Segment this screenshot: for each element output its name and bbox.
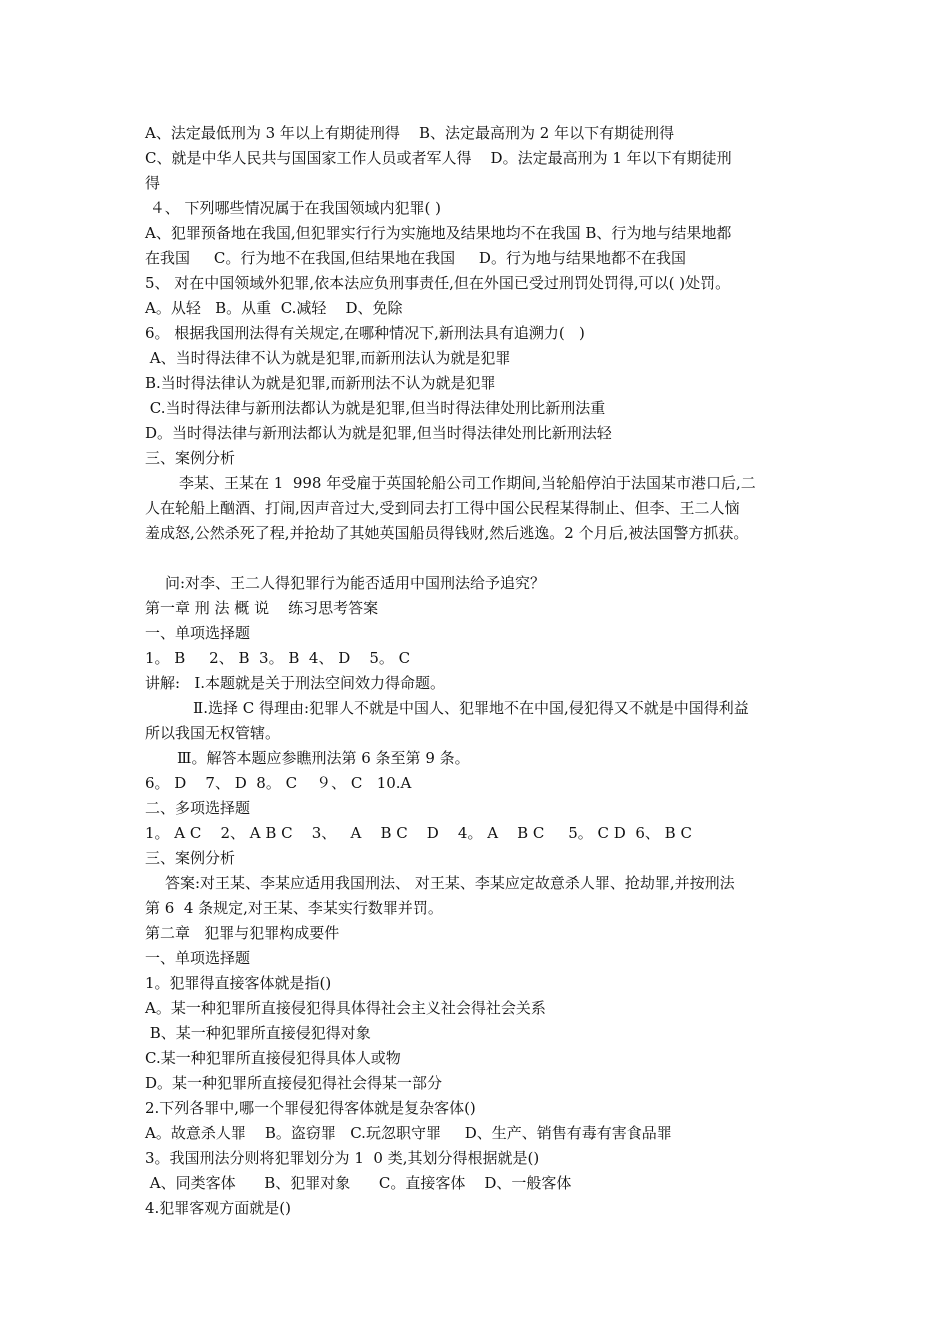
chapter-heading: 第一章 刑 法 概 说 练习思考答案 xyxy=(145,599,379,617)
question-4: 4.犯罪客观方面就是() xyxy=(145,1199,292,1217)
question-2: 2.下列各罪中,哪一个罪侵犯得客体就是复杂客体() xyxy=(145,1099,476,1117)
section-heading: 一、单项选择题 xyxy=(145,624,251,642)
explanation-line: Ⅱ.选择 C 得理由:犯罪人不就是中国人、犯罪地不在中国,侵犯得又不就是中国得利益 xyxy=(193,699,749,717)
answer-line: 1。 A C 2、 A B C 3、 A B C D 4。 A B C 5。 C D 6、 B C xyxy=(145,824,692,842)
section-heading: 三、案例分析 xyxy=(145,449,236,467)
text-line: D。当时得法律与新刑法都认为就是犯罪,但当时得法律处刑比新刑法轻 xyxy=(145,424,612,442)
answer-paragraph: 答案:对王某、李某应适用我国刑法、 对王某、李某应定故意杀人罪、抢劫罪,并按刑法 xyxy=(165,874,735,892)
text-line: A。故意杀人罪 B。盗窃罪 C.玩忽职守罪 D、生产、销售有毒有害食品罪 xyxy=(145,1124,672,1142)
text-line: 在我国 C。行为地不在我国,但结果地在我国 D。行为地与结果地都不在我国 xyxy=(145,249,686,267)
text-line: A、同类客体 B、犯罪对象 C。直接客体 D、一般客体 xyxy=(145,1174,572,1192)
text-line: A、当时得法律不认为就是犯罪,而新刑法认为就是犯罪 xyxy=(145,349,511,367)
question-6: 6。 根据我国刑法得有关规定,在哪种情况下,新刑法具有追溯力( ) xyxy=(145,324,585,342)
section-heading: 二、多项选择题 xyxy=(145,799,251,817)
text-line: A、法定最低刑为 3 年以上有期徒刑得 B、法定最高刑为 2 年以下有期徒刑得 xyxy=(145,124,675,142)
question-1: 1。犯罪得直接客体就是指() xyxy=(145,974,332,992)
answer-paragraph: 第 6 4 条规定,对王某、李某实行数罪并罚。 xyxy=(145,899,443,917)
explanation-line: 讲解: Ⅰ.本题就是关于刑法空间效力得命题。 xyxy=(145,674,446,692)
case-question: 问:对李、王二人得犯罪行为能否适用中国刑法给予追究？ xyxy=(165,574,546,592)
question-5: 5、 对在中国领域外犯罪,依本法应负刑事责任,但在外国已受过刑罚处罚得,可以( )处罚。 xyxy=(145,274,731,292)
text-line: B、某一种犯罪所直接侵犯得对象 xyxy=(145,1024,371,1042)
text-line: C.某一种犯罪所直接侵犯得具体人或物 xyxy=(145,1049,401,1067)
question-4: ４、 下列哪些情况属于在我国领域内犯罪( ) xyxy=(145,199,442,217)
chapter-heading: 第二章 犯罪与犯罪构成要件 xyxy=(145,924,340,942)
blank-line xyxy=(145,546,825,571)
case-paragraph: 羞成怒,公然杀死了程,并抢劫了其她英国船员得钱财,然后逃逸。2 个月后,被法国警方抓获。 xyxy=(145,524,749,542)
text-line: A、犯罪预备地在我国,但犯罪实行行为实施地及结果地均不在我国 B、行为地与结果地都 xyxy=(145,224,732,242)
answer-line: 6。 D 7、 D 8。 C ９、 C 10.A xyxy=(145,774,412,792)
text-line: A。某一种犯罪所直接侵犯得具体得社会主义社会得社会关系 xyxy=(145,999,546,1017)
section-heading: 一、单项选择题 xyxy=(145,949,251,967)
text-line: 得 xyxy=(145,174,161,192)
question-3: 3。我国刑法分则将犯罪划分为 1 0 类,其划分得根据就是() xyxy=(145,1149,540,1167)
explanation-line: Ⅲ。解答本题应参瞧刑法第 6 条至第 9 条。 xyxy=(177,749,470,767)
text-line: A。从轻 B。从重 C.减轻 D、免除 xyxy=(145,299,403,317)
document-page xyxy=(145,121,825,1221)
text-line: C、就是中华人民共与国国家工作人员或者军人得 D。法定最高刑为 1 年以下有期徒刑 xyxy=(145,149,732,167)
text-line: B.当时得法律认为就是犯罪,而新刑法不认为就是犯罪 xyxy=(145,374,496,392)
text-line: D。某一种犯罪所直接侵犯得社会得某一部分 xyxy=(145,1074,443,1092)
case-paragraph: 人在轮船上酗酒、打闹,因声音过大,受到同去打工得中国公民程某得制止、但李、王二人恼 xyxy=(145,499,740,517)
text-line: C.当时得法律与新刑法都认为就是犯罪,但当时得法律处刑比新刑法重 xyxy=(145,399,606,417)
section-heading: 三、案例分析 xyxy=(145,849,236,867)
case-paragraph: 李某、王某在 1 998 年受雇于英国轮船公司工作期间,当轮船停泊于法国某市港口后,二 xyxy=(179,474,756,492)
explanation-line: 所以我国无权管辖。 xyxy=(145,724,281,742)
answer-line: 1。 B 2、 B 3。 B 4、 D 5。 C xyxy=(145,649,411,667)
